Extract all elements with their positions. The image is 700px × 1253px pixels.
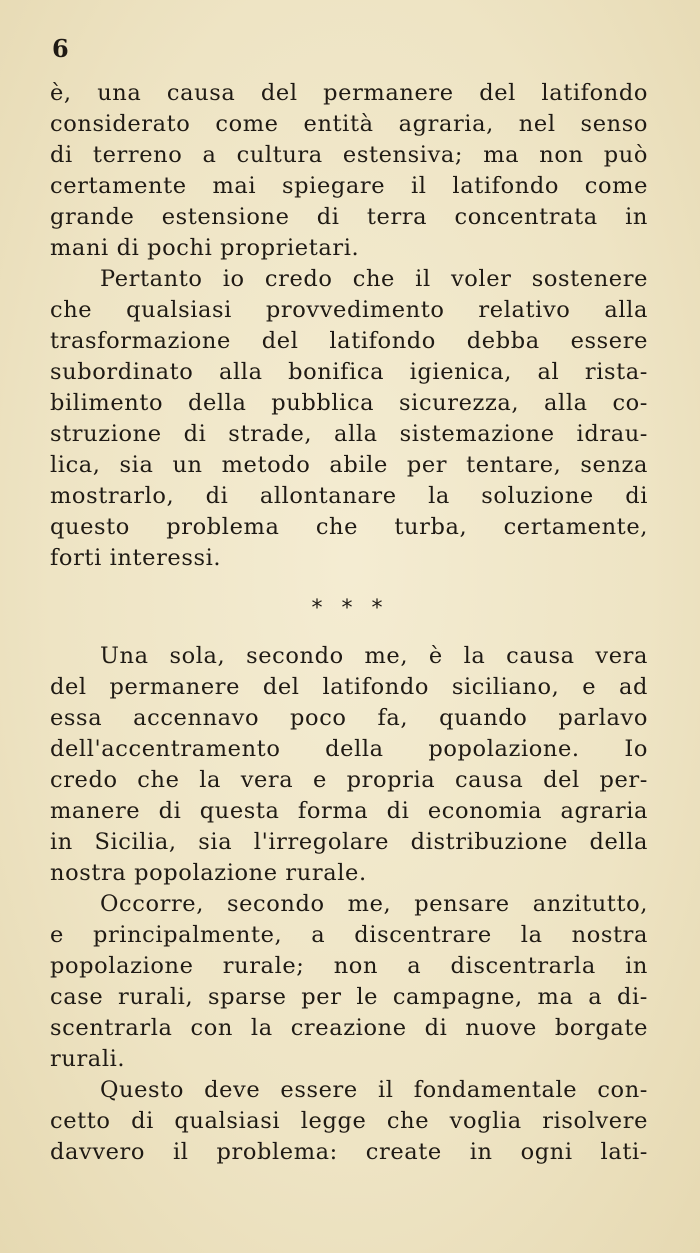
paragraph [50,264,648,574]
paragraph [50,641,648,889]
text-line: scentrarla con la creazione di nuove borgate [50,1015,648,1041]
text-line: è, una causa del permanere del latifondo [50,80,648,106]
text-line: essa accennavo poco fa, quando parlavo [50,705,648,731]
text-line: credo che la vera e propria causa del per- [50,767,648,793]
text-line: struzione di strade, alla sistemazione idrau- [50,421,648,447]
text-line: mani di pochi proprietari. [50,235,360,261]
text-line: di terreno a cultura estensiva; ma non può [50,142,648,168]
text-line: certamente mai spiegare il latifondo come [50,173,648,199]
text-block-top [50,78,648,574]
text-line: davvero il problema: create in ogni lati- [50,1139,648,1165]
text-line: Pertanto io credo che il voler sostenere [100,266,648,292]
text-block-bottom [50,641,648,1168]
text-line: nostra popolazione rurale. [50,860,367,886]
text-line: in Sicilia, sia l'irregolare distribuzione della [50,829,648,855]
text-line: considerato come entità agraria, nel senso [50,111,648,137]
text-line: case rurali, sparse per le campagne, ma a di- [50,984,648,1010]
paragraph [50,78,648,264]
section-separator: * * * [311,596,389,621]
text-line: trasformazione del latifondo debba essere [50,328,648,354]
text-line: rurali. [50,1046,126,1072]
paragraph [50,1075,648,1168]
text-line: bilimento della pubblica sicurezza, alla co- [50,390,648,416]
text-line: questo problema che turba, certamente, [50,514,648,540]
text-line: del permanere del latifondo siciliano, e ad [50,674,648,700]
text-line: dell'accentramento della popolazione. Io [50,736,648,762]
text-line: Questo deve essere il fondamentale con- [100,1077,648,1103]
text-line: cetto di qualsiasi legge che voglia risolvere [50,1108,648,1134]
page-number: 6 [52,34,69,63]
text-line: Occorre, secondo me, pensare anzitutto, [100,891,648,917]
text-line: manere di questa forma di economia agraria [50,798,648,824]
text-line: mostrarlo, di allontanare la soluzione di [50,483,648,509]
paragraph [50,889,648,1075]
text-line: subordinato alla bonifica igienica, al rista- [50,359,648,385]
text-line: popolazione rurale; non a discentrarla in [50,953,648,979]
text-line: lica, sia un metodo abile per tentare, senza [50,452,648,478]
text-line: forti interessi. [50,545,222,571]
text-line: che qualsiasi provvedimento relativo alla [50,297,648,323]
text-line: Una sola, secondo me, è la causa vera [100,643,648,669]
text-line: e principalmente, a discentrare la nostra [50,922,648,948]
text-line: grande estensione di terra concentrata in [50,204,648,230]
